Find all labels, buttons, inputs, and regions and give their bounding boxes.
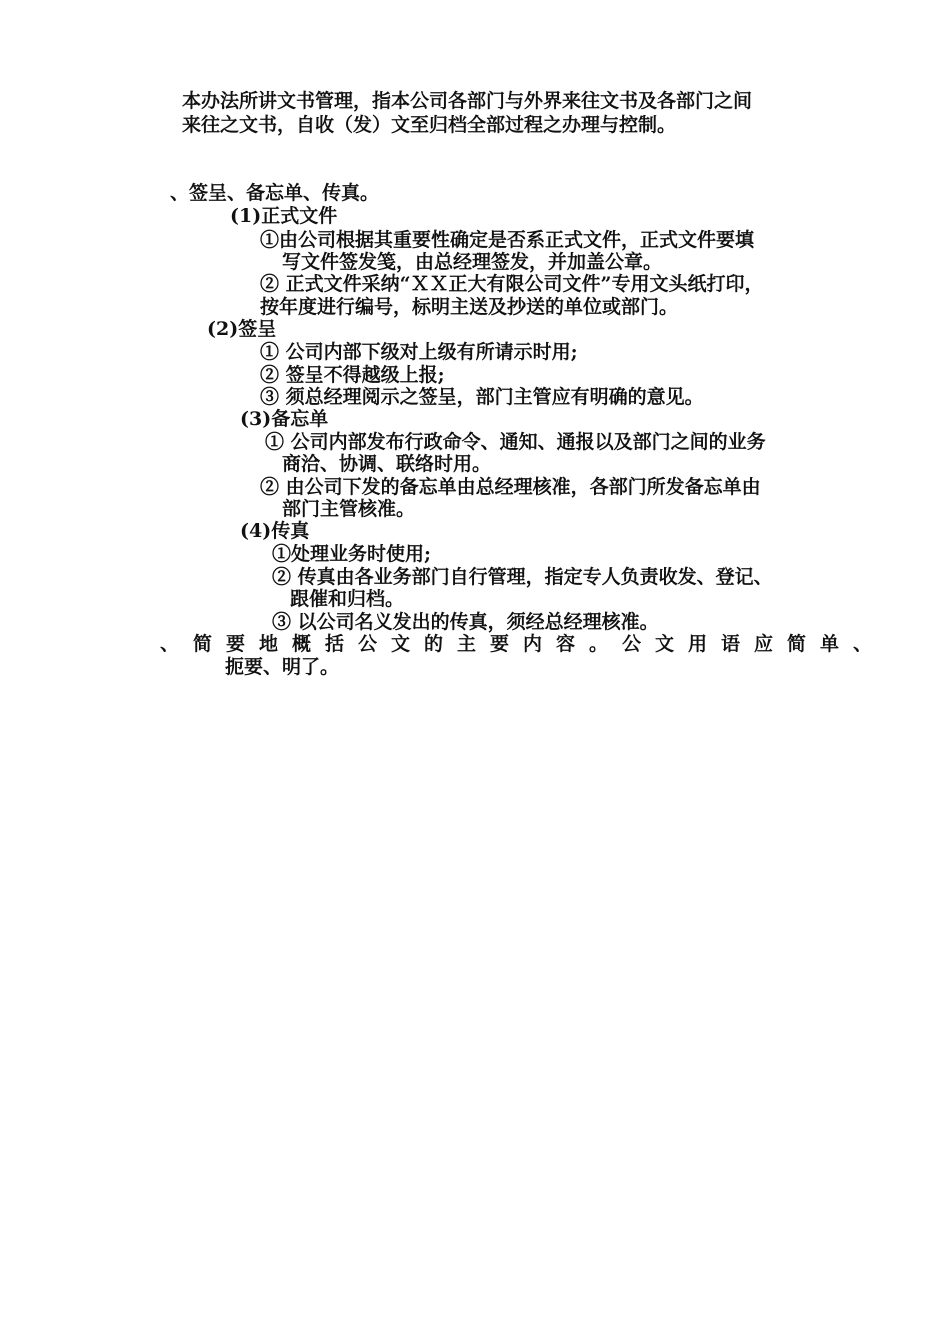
sign-title: (2)签呈 <box>207 318 277 340</box>
formal-item-1-line-2: 写文件签发笺，由总经理签发，并加盖公章。 <box>282 251 663 273</box>
memo-item-1-line-1: ① 公司内部发布行政命令、通知、通报以及部门之间的业务 <box>265 431 766 453</box>
section-2-line-1: 、简要地概括公文的主要内容。公文用语应简单、 <box>160 633 887 655</box>
fax-item-1: ①处理业务时使用; <box>272 543 432 565</box>
fax-item-2-line-1: ② 传真由各业务部门自行管理，指定专人负责收发、登记、 <box>272 566 773 588</box>
intro-line-1: 本办法所讲文书管理，指本公司各部门与外界来往文书及各部门之间 <box>182 90 753 112</box>
formal-item-2-line-1: ② 正式文件采纳“ＸＸ正大有限公司文件”专用文头纸打印， <box>260 273 764 295</box>
formal-item-2-line-2: 按年度进行编号，标明主送及抄送的单位或部门。 <box>260 296 679 318</box>
fax-title: (4)传真 <box>240 520 310 542</box>
intro-line-2: 来往之文书，自收（发）文至归档全部过程之办理与控制。 <box>182 114 677 136</box>
fax-item-3: ③ 以公司名义发出的传真，须经总经理核准。 <box>272 611 659 633</box>
section-1-heading: 、签呈、备忘单、传真。 <box>170 182 380 204</box>
memo-item-2-line-2: 部门主管核准。 <box>282 498 416 520</box>
memo-title: (3)备忘单 <box>240 408 329 430</box>
memo-item-2-line-1: ② 由公司下发的备忘单由总经理核准，各部门所发备忘单由 <box>260 476 761 498</box>
formal-documents-title: (1)正式文件 <box>230 205 338 227</box>
sign-item-2: ② 签呈不得越级上报; <box>260 364 445 386</box>
memo-item-1-line-2: 商洽、协调、联络时用。 <box>282 453 492 475</box>
sign-item-1: ① 公司内部下级对上级有所请示时用; <box>260 341 578 363</box>
sign-item-3: ③ 须总经理阅示之签呈，部门主管应有明确的意见。 <box>260 386 704 408</box>
section-2-line-2: 扼要、明了。 <box>225 656 340 678</box>
formal-item-1-line-1: ①由公司根据其重要性确定是否系正式文件，正式文件要填 <box>260 229 755 251</box>
fax-item-2-line-2: 跟催和归档。 <box>290 588 405 610</box>
